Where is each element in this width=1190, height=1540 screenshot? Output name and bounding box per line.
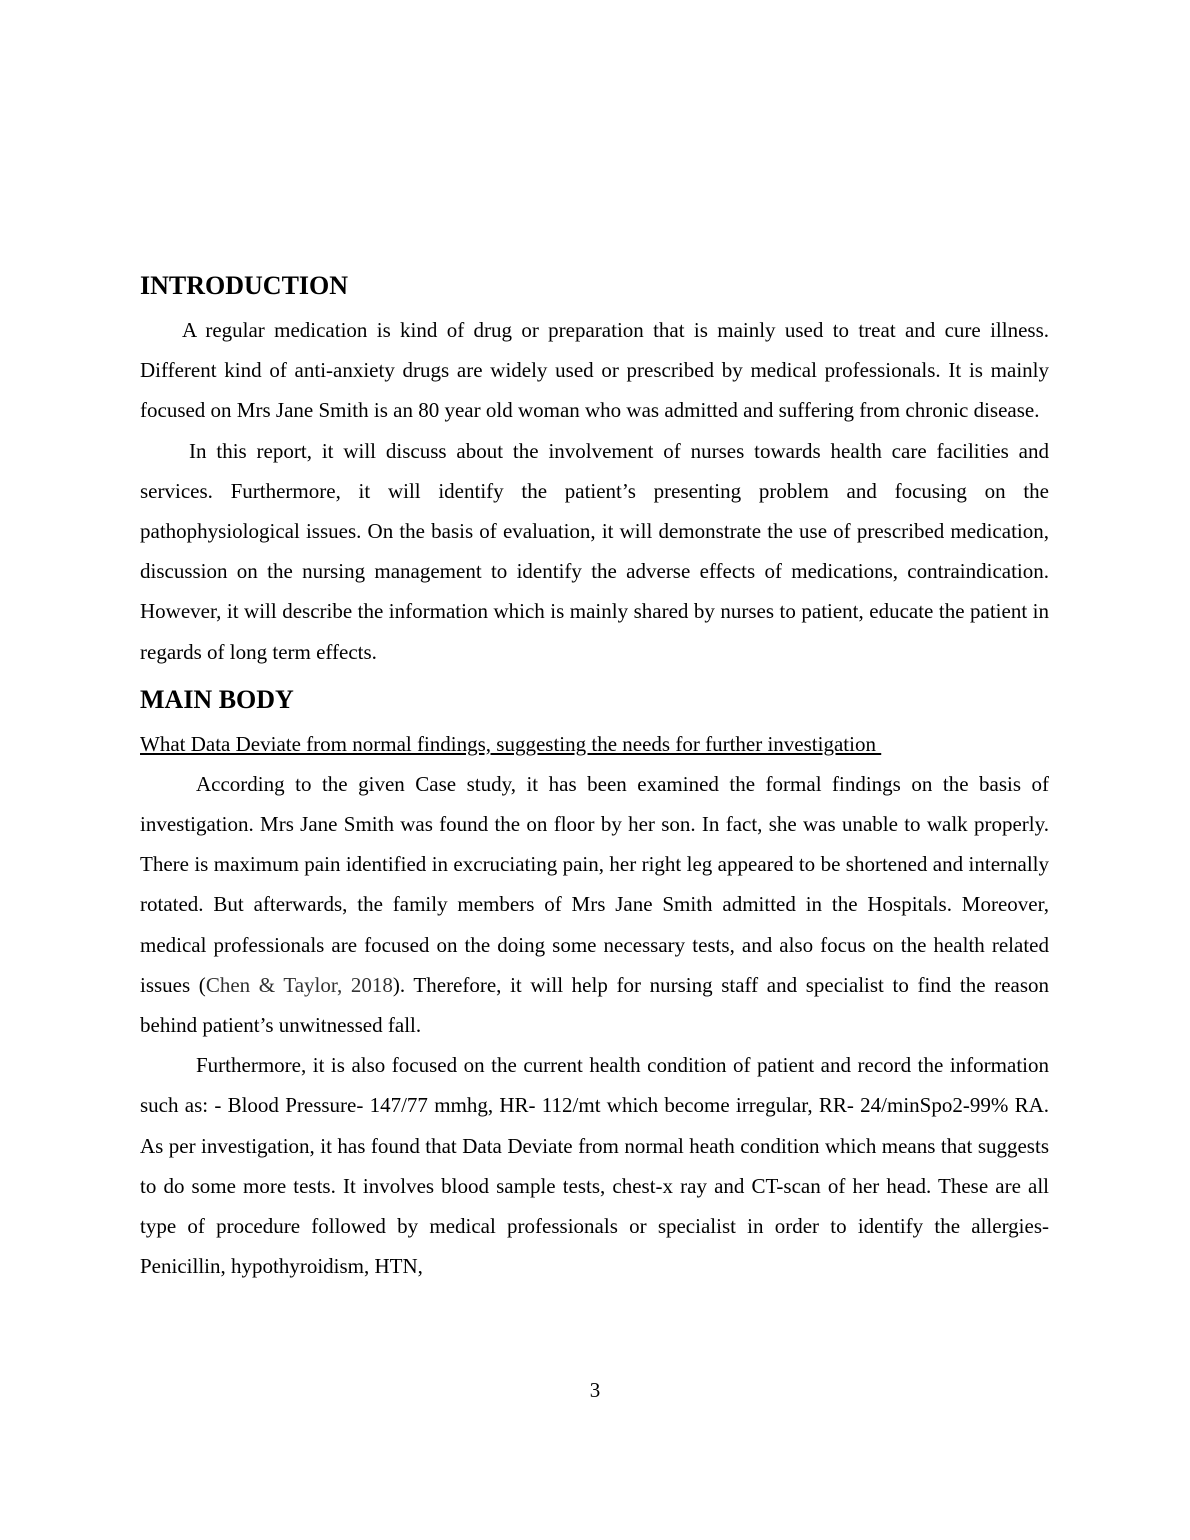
body-paragraph-1 <box>140 764 1049 1045</box>
introduction-paragraph-1: A regular medication is kind of drug or preparation that is mainly used to treat and cure illness. Different kind of anti-anxiety drugs are widely used or prescribed by medical professionals. It is mainly focused on Mrs Jane Smith is an 80 year old woman who was admitted and suffering from chronic disease. <box>140 318 1049 423</box>
page-content <box>140 268 1049 1286</box>
body-paragraph-1-text-b: ). Therefore, it will help for nursing staff and specialist to find the reason behind patient’s unwitnessed fall. <box>140 972 1050 1038</box>
page-number: 3 <box>589 1378 601 1402</box>
introduction-paragraph-2: In this report, it will discuss about the involvement of nurses towards health care facilities and services. Furthermore, it will identify the patient’s presenting problem and focusing on the pathophysiological issues. On the basis of evaluation, it will demonstrate the use of prescribed medication, discussion on the nursing management to identify the adverse effects of medications, contraindication. However, it will describe the information which is mainly shared by nurses to patient, educate the patient in regards of long term effects. <box>140 438 1049 664</box>
main-body-heading: MAIN BODY <box>140 684 294 714</box>
introduction-heading: INTRODUCTION <box>140 271 349 300</box>
body-paragraph-2: Furthermore, it is also focused on the current health condition of patient and record the information such as: - Blood Pressure- 147/77 mmhg, HR- 112/mt which become irregular, RR- 24/minSpo2-99% RA. As per investigation, it has found that Data Deviate from normal heath condition which means that suggests to do some more tests. It involves blood sample tests, chest-x ray and CT-scan of her head. These are all type of procedure followed by medical professionals or specialist in order to identify the allergies- Penicillin, hypothyroidism, HTN, <box>140 1053 1049 1279</box>
citation: Chen & Taylor, 2018 <box>205 972 393 997</box>
section-subheading: What Data Deviate from normal findings, suggesting the needs for further investigation <box>140 731 882 756</box>
body-paragraph-1-text-a: According to the given Case study, it has been examined the formal findings on the basis of investigation. Mrs Jane Smith was found the on floor by her son. In fact, she was unable to walk properly. There is maximum pain identified in excruciating pain, her right leg appeared to be shortened and internally rotated. But afterwards, the family members of Mrs Jane Smith admitted in the Hospitals. Moreover, medical professionals are focused on the doing some necessary tests, and also focus on the health related issues ( <box>140 771 1049 997</box>
